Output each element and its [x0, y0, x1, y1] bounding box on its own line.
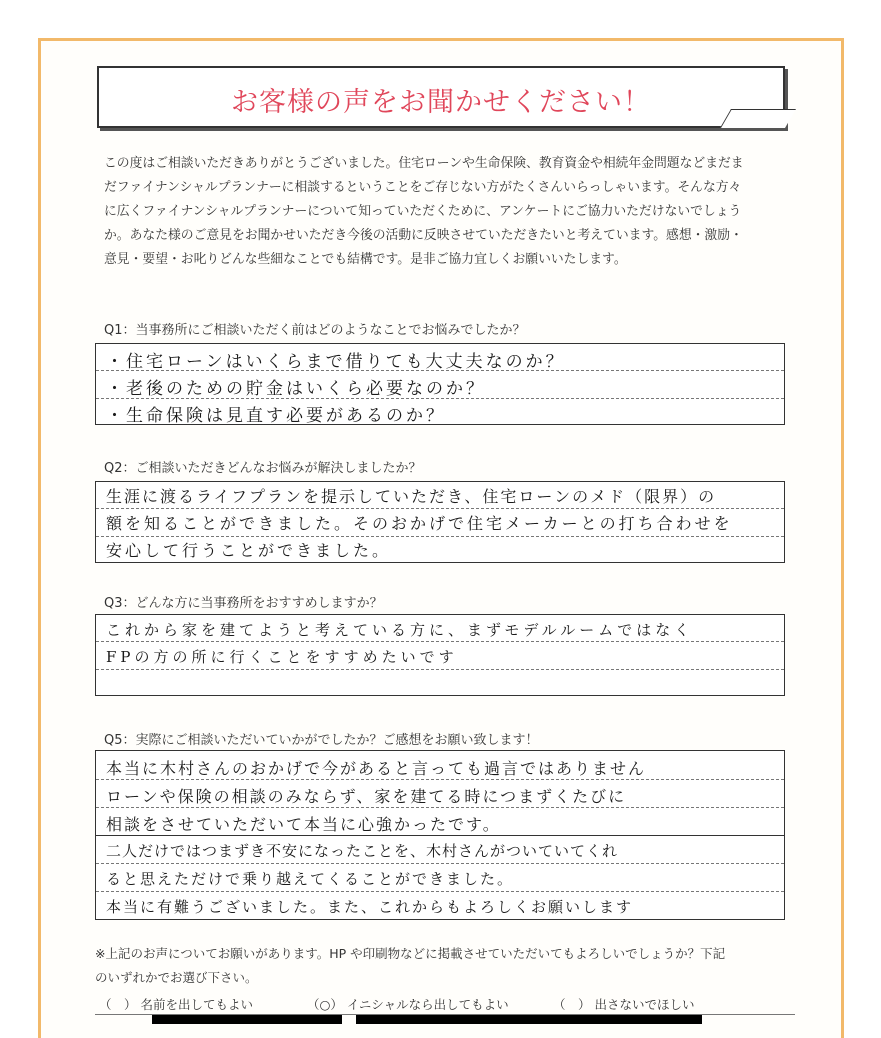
- ruled-line: [96, 891, 784, 892]
- question-3-answer-box: [95, 614, 785, 696]
- redacted-address: [356, 1015, 702, 1024]
- option-anonymous[interactable]: [553, 995, 695, 1013]
- ruled-line: [96, 669, 784, 670]
- option-initials-ok[interactable]: [307, 995, 509, 1013]
- option-label: 名前を出してもよい: [140, 997, 254, 1012]
- question-2-label: Q2：ご相談いただきどんなお悩みが解決しましたか？: [104, 461, 422, 476]
- option-checkbox[interactable]: （○）: [307, 997, 343, 1012]
- intro-line: か。あなた様のご意見をお聞かせいただき今後の活動に反映させていただきたいと考えています。感想・激励・: [104, 228, 743, 243]
- handwritten-answer: ・老後のための貯金はいくら必要なのか？: [106, 379, 486, 399]
- question-1-label: Q1：当事務所にご相談いただく前はどのようなことでお悩みでしたか？: [104, 323, 526, 338]
- publication-permission-note: [95, 942, 795, 990]
- ruled-line: [96, 536, 784, 537]
- intro-line: に広くファイナンシャルプランナーについて知っていただくために、アンケートにご協力いただけないでしょう: [104, 204, 742, 219]
- handwritten-answer: ・生命保険は見直す必要があるのか？: [106, 406, 446, 426]
- ruled-line: [96, 863, 784, 864]
- handwritten-answer: 安心して行うことができました。: [106, 541, 392, 560]
- handwritten-answer: これから家を建てようと考えている方に、まずモデルルームではなく: [106, 621, 694, 639]
- handwritten-answer: 本当に木村さんのおかげで今があると言っても過言ではありません: [106, 759, 647, 778]
- question-5-answer-box: [95, 750, 785, 920]
- handwritten-answer: ると思えただけで乗り越えてくることができました。: [106, 870, 515, 888]
- handwritten-answer: 相談をさせていただいて本当に心強かったです。: [106, 815, 501, 834]
- page-title: お客様の声をお聞かせください！: [231, 87, 651, 118]
- intro-text: [104, 152, 784, 272]
- ruled-line: [96, 807, 784, 808]
- ruled-line: [96, 508, 784, 509]
- handwritten-answer: 生涯に渡るライフプランを提示していただき、住宅ローンのメド（限界）の: [106, 487, 717, 506]
- option-label: 出さないでほしい: [594, 997, 695, 1012]
- intro-line: 意見・要望・お叱りどんな些細なことでも結構です。是非ご協力宜しくお願いいたします。: [104, 252, 627, 267]
- page-curl-decoration: [720, 109, 796, 128]
- question-1-answer-box: [95, 343, 785, 425]
- redacted-name: [152, 1015, 342, 1024]
- option-label: イニシャルなら出してもよい: [346, 997, 509, 1012]
- handwritten-answer: 本当に有難うございました。また、これからもよろしくお願いします: [106, 898, 634, 916]
- option-name-ok[interactable]: [99, 995, 253, 1013]
- ruled-line: [96, 779, 784, 780]
- intro-line: この度はご相談いただきありがとうございました。住宅ローンや生命保険、教育資金や相続年金問題などまだま: [104, 156, 744, 171]
- handwritten-answer: ・住宅ローンはいくらまで借りても大丈夫なのか？: [106, 352, 566, 372]
- handwritten-answer: 額を知ることができました。そのおかげで住宅メーカーとの打ち合わせを: [106, 514, 733, 533]
- title-banner: [97, 66, 785, 128]
- option-checkbox[interactable]: （ ）: [99, 997, 137, 1012]
- ruled-line: [96, 641, 784, 642]
- permission-options: [95, 995, 795, 1015]
- note-line: のいずれかでお選び下さい。: [95, 970, 258, 985]
- option-checkbox[interactable]: （ ）: [553, 997, 591, 1012]
- ruled-line: [96, 835, 784, 836]
- handwritten-answer: ローンや保険の相談のみならず、家を建てる時につまずくたびに: [106, 787, 627, 806]
- intro-line: だファイナンシャルプランナーに相談するということをご存じない方がたくさんいらっしゃいます。そんな方々: [104, 180, 742, 195]
- question-3-label: Q3：どんな方に当事務所をおすすめしますか？: [104, 596, 383, 611]
- question-5-label: Q5：実際にご相談いただいていかがでしたか？ご感想をお願い致します！: [104, 733, 539, 748]
- note-line: ※上記のお声についてお願いがあります。HP や印刷物などに掲載させていただいてもよろしいでしょうか？下記: [95, 946, 726, 961]
- question-2-answer-box: [95, 481, 785, 563]
- handwritten-answer: FPの方の所に行くことをすすめたいです: [106, 648, 458, 666]
- handwritten-answer: 二人だけではつまずき不安になったことを、木村さんがついていてくれ: [106, 842, 619, 860]
